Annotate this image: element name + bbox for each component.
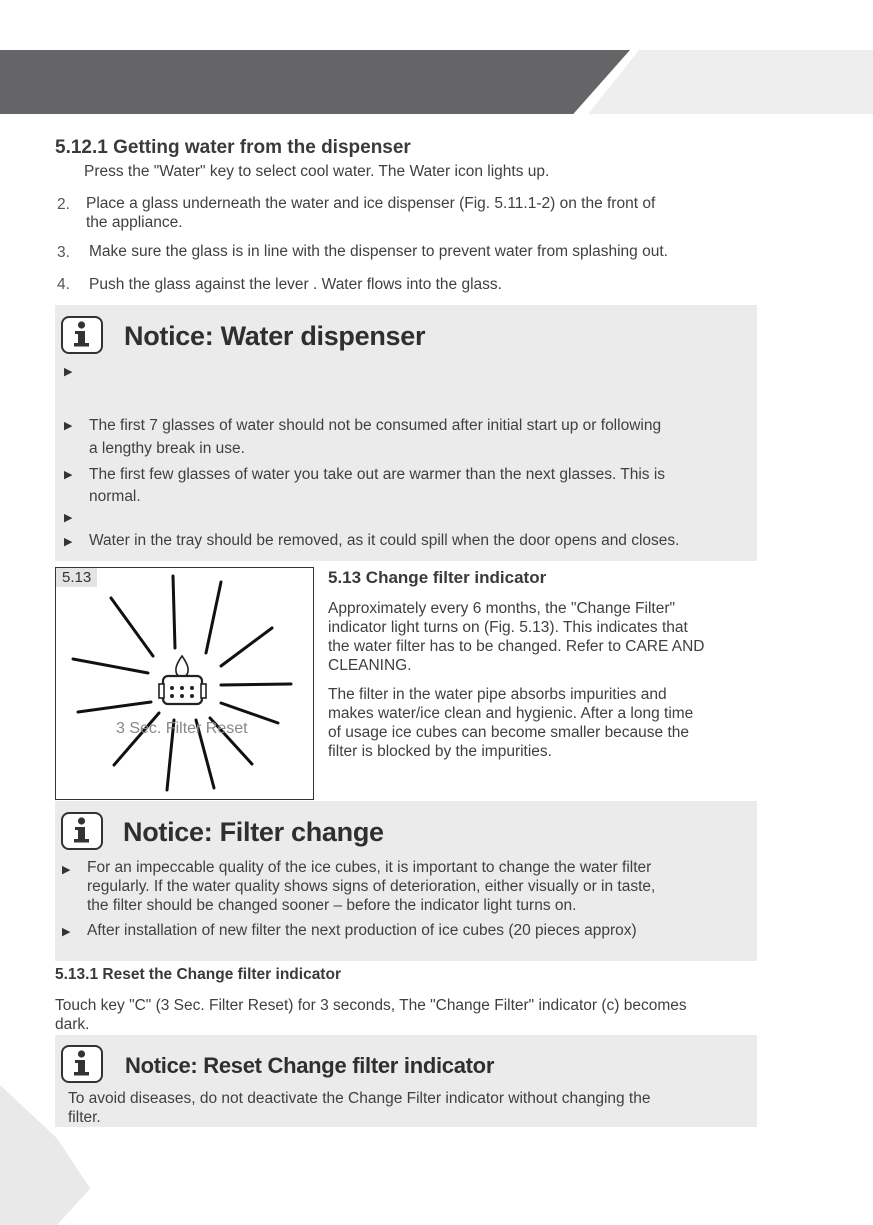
section-heading-change-filter: 5.13 Change filter indicator <box>328 568 547 587</box>
notice-bullet-text: Water in the tray should be removed, as it could spill when the door opens and closes. <box>89 532 680 549</box>
notice-title: Notice: Water dispenser <box>124 321 426 351</box>
notice-bullet-text: The first 7 glasses of water should not be consumed after initial start up or following <box>89 417 662 434</box>
notice-text-cont: filter. <box>68 1109 101 1126</box>
change-filter-para-2-line-4: filter is blocked by the impurities. <box>328 743 552 760</box>
notice-bullet-text: After installation of new filter the next production of ice cubes (20 pieces approx) <box>87 922 637 939</box>
change-filter-para-1-line-2: indicator light turns on (Fig. 5.13). This indicates that <box>328 619 688 636</box>
change-filter-para-2-line-1: The filter in the water pipe absorbs impurities and <box>328 686 667 703</box>
triangle-bullet-icon: ▶ <box>64 536 73 548</box>
info-icon <box>61 316 103 354</box>
triangle-bullet-icon: ▶ <box>62 926 71 938</box>
notice-water-dispenser <box>55 305 757 561</box>
filter-reset-caption: 3 Sec. Filter Reset <box>116 720 248 737</box>
step-number: 2. <box>57 196 70 213</box>
triangle-bullet-icon: ▶ <box>64 512 73 524</box>
notice-title: Notice: Filter change <box>123 817 384 847</box>
change-filter-para-1-line-1: Approximately every 6 months, the "Change Filter" <box>328 600 675 617</box>
section-heading-getting-water: 5.12.1 Getting water from the dispenser <box>55 137 411 158</box>
notice-filter-change <box>55 801 757 961</box>
triangle-bullet-icon: ▶ <box>64 366 73 378</box>
change-filter-para-2-line-2: makes water/ice clean and hygienic. After a long time <box>328 705 694 722</box>
info-icon <box>61 1045 103 1083</box>
notice-bullet-text-cont: normal. <box>89 488 141 505</box>
notice-bullet-text: For an impeccable quality of the ice cubes, it is important to change the water filter <box>87 859 652 876</box>
triangle-bullet-icon: ▶ <box>62 864 71 876</box>
change-filter-para-1-line-3: the water filter has to be changed. Refer to CARE AND <box>328 638 705 655</box>
notice-bullet-text-cont: regularly. If the water quality shows signs of deterioration, either visually or in taste, <box>87 878 656 895</box>
step-4-text: Push the glass against the lever . Water flows into the glass. <box>89 276 502 293</box>
notice-reset-indicator <box>55 1035 757 1127</box>
step-2-text: Place a glass underneath the water and ice dispenser (Fig. 5.11.1-2) on the front of <box>86 195 656 212</box>
step-number: 3. <box>57 244 70 261</box>
triangle-bullet-icon: ▶ <box>64 420 73 432</box>
section-heading-reset: 5.13.1 Reset the Change filter indicator <box>55 966 341 983</box>
reset-text-cont: dark. <box>55 1016 90 1033</box>
change-filter-para-1-line-4: CLEANING. <box>328 657 412 674</box>
step-3-text: Make sure the glass is in line with the dispenser to prevent water from splashing out. <box>89 243 668 260</box>
notice-title: Notice: Reset Change filter indicator <box>125 1053 495 1078</box>
figure-5-13 <box>55 567 314 800</box>
notice-bullet-text-cont: a lengthy break in use. <box>89 440 245 457</box>
header-banner <box>0 50 630 114</box>
change-filter-para-2-line-3: of usage ice cubes can become smaller because the <box>328 724 690 741</box>
filter-reset-illustration <box>56 568 313 799</box>
step-number: 4. <box>57 276 70 293</box>
notice-bullet-text-cont: the filter should be changed sooner – before the indicator light turns on. <box>87 897 577 914</box>
info-icon <box>61 812 103 850</box>
figure-label: 5.13 <box>56 568 97 587</box>
reset-text: Touch key "C" (3 Sec. Filter Reset) for 3 seconds, The "Change Filter" indicator (c) becomes <box>55 997 687 1014</box>
step-2-text-cont: the appliance. <box>86 214 183 231</box>
step-1-text: Press the "Water" key to select cool water. The Water icon lights up. <box>84 163 550 180</box>
notice-text: To avoid diseases, do not deactivate the Change Filter indicator without changing the <box>68 1090 651 1107</box>
triangle-bullet-icon: ▶ <box>64 469 73 481</box>
notice-bullet-text: The first few glasses of water you take out are warmer than the next glasses. This is <box>89 466 666 483</box>
header-banner-accent <box>588 50 873 114</box>
